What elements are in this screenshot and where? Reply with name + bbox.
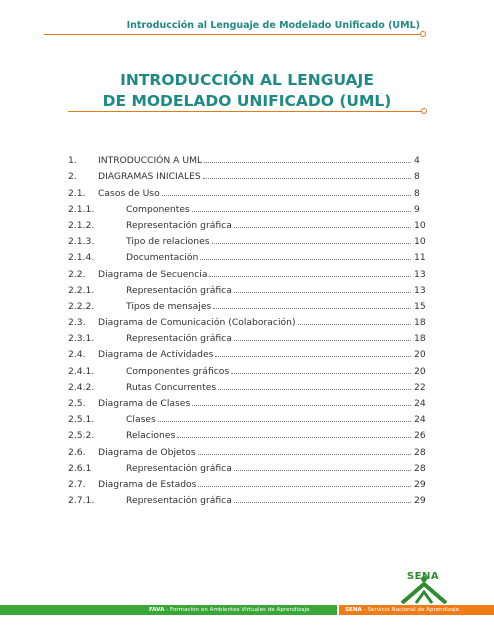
toc-entry-page: 9 [414,203,420,215]
toc-entry-number: 2.6. [68,446,86,458]
toc-entry-leader [200,259,411,260]
footer-fava-text: - Formación en Ambientes Virtuales de Aprendizaje [164,607,310,613]
toc-entry-label: Casos de Uso [98,187,160,199]
toc-entry-page: 18 [414,333,426,345]
toc-entry-leader [215,356,411,357]
toc-entry-label: Clases [126,414,156,426]
toc-entry-label: Tipo de relaciones [126,236,210,248]
toc-entry-page: 20 [414,365,426,377]
toc-entry-leader [203,178,411,179]
footer-fava-strong: FAVA [149,607,165,613]
footer-sena [339,605,494,615]
toc-entry[interactable] [68,263,430,279]
toc-entry[interactable] [68,280,430,296]
toc-entry-leader [192,211,411,212]
toc-entry[interactable] [68,150,430,166]
toc-entry-label: Representación gráfica [126,219,232,231]
table-of-contents [68,150,430,506]
toc-entry[interactable] [68,474,430,490]
toc-entry-leader [198,486,411,487]
toc-entry-label: Componentes [126,203,190,215]
toc-entry-leader [209,276,411,277]
toc-entry[interactable] [68,296,430,312]
toc-entry-label: Diagrama de Comunicación (Colaboración) [98,317,296,329]
toc-entry-label: Diagrama de Clases [98,398,191,409]
toc-entry-number: 2.2.2. [68,300,95,312]
toc-entry-page: 18 [414,317,426,329]
toc-entry[interactable] [68,166,430,182]
toc-entry-number: 2.1.1. [68,203,95,215]
toc-entry[interactable] [68,377,430,393]
toc-entry[interactable] [68,409,430,425]
footer-sena-text: - Servicio Nacional de Aprendizaje [361,607,460,613]
toc-entry-number: 2.3. [68,317,86,329]
toc-entry-page: 10 [414,219,426,231]
toc-entry-leader [198,454,411,455]
toc-entry-number: 2.5.1. [68,414,95,426]
toc-entry-number: 2.7.1. [68,495,95,507]
toc-entry-label: Diagrama de Objetos [98,446,196,458]
toc-entry[interactable] [68,360,430,376]
toc-entry-number: 2.2. [68,268,86,280]
toc-entry-page: 20 [414,349,426,361]
toc-entry-number: 2.4. [68,349,86,361]
toc-entry-number: 2.1.3. [68,236,95,248]
toc-entry-number: 2.5.2. [68,430,95,442]
toc-entry-leader [162,195,411,196]
toc-entry-number: 2.1. [68,187,86,199]
toc-entry-number: 2.7. [68,478,86,490]
toc-entry-label: Representación gráfica [126,462,232,474]
toc-entry[interactable] [68,215,430,231]
footer-sena-strong: SENA [345,607,362,613]
toc-entry-number: 2.3.1. [68,333,95,345]
title-rule [68,111,423,112]
toc-entry-label: Tipos de mensajes [126,300,212,312]
toc-entry-label: Relaciones [126,430,176,442]
toc-entry-page: 11 [414,252,426,264]
toc-entry-page: 28 [414,446,426,458]
toc-entry-leader [204,162,411,163]
document-title-line-1: INTRODUCCIÓN AL LENGUAJE [120,71,374,89]
toc-entry-leader [218,389,411,390]
toc-entry-page: 4 [414,155,420,167]
toc-entry-leader [192,405,411,406]
toc-entry[interactable] [68,199,430,215]
toc-entry-label: Componentes gráficos [126,365,230,377]
toc-entry-label: INTRODUCCIÓN A UML [98,155,203,167]
toc-entry-number: 2.4.1. [68,365,95,377]
toc-entry[interactable] [68,312,430,328]
toc-entry-label: Representación gráfica [126,333,232,345]
toc-entry[interactable] [68,458,430,474]
toc-entry-number: 2.2.1. [68,284,95,296]
toc-entry-leader [234,340,411,341]
toc-entry[interactable] [68,393,430,409]
toc-entry-page: 8 [414,171,420,183]
toc-entry-number: 2.4.2. [68,381,95,393]
title-rule-dot [421,108,427,114]
toc-entry[interactable] [68,344,430,360]
footer-bar [0,605,494,615]
toc-entry-label: DIAGRAMAS INICIALES [98,171,201,183]
toc-entry-label: Diagrama de Estados [98,478,197,490]
toc-entry-number: 2.1.4. [68,252,95,264]
footer-fava [0,605,337,615]
toc-entry-label: Diagrama de Secuencia [98,268,208,280]
toc-entry-page: 13 [414,284,426,296]
toc-entry-leader [234,227,411,228]
toc-entry[interactable] [68,247,430,263]
toc-entry-page: 29 [414,495,426,507]
toc-entry-leader [212,243,411,244]
document-title [0,70,494,112]
toc-entry-leader [234,470,411,471]
toc-entry[interactable] [68,182,430,198]
toc-entry-number: 2.5. [68,398,86,409]
toc-entry-page: 22 [414,381,426,393]
toc-entry-label: Diagrama de Actividades [98,349,214,361]
toc-entry-leader [177,437,411,438]
toc-entry-page: 26 [414,430,426,442]
sena-logo-text: SENA [406,571,440,582]
document-title-line-2: DE MODELADO UNIFICADO (UML) [102,92,392,110]
running-header: Introducción al Lenguaje de Modelado Unificado (UML) [126,20,420,31]
toc-entry-leader [231,373,411,374]
toc-entry-page: 15 [414,300,426,312]
toc-entry-number: 1. [68,155,77,167]
toc-entry-label: Rutas Concurrentes [126,381,217,393]
toc-entry-page: 8 [414,187,420,199]
toc-entry-leader [298,324,411,325]
toc-entry-number: 2. [68,171,77,183]
toc-entry-leader [213,308,411,309]
toc-entry-page: 29 [414,478,426,490]
toc-entry-leader [234,502,411,503]
toc-entry-page: 24 [414,398,426,409]
toc-entry-label: Documentación [126,252,199,264]
toc-entry-number: 2.6.1 [68,462,92,474]
toc-entry-page: 10 [414,236,426,248]
header-rule-dot [420,31,426,37]
toc-entry-page: 28 [414,462,426,474]
toc-entry[interactable] [68,490,430,506]
toc-entry[interactable] [68,441,430,457]
toc-entry-page: 24 [414,414,426,426]
toc-entry[interactable] [68,425,430,441]
header-rule [44,34,422,35]
toc-entry-page: 13 [414,268,426,280]
toc-entry-leader [158,421,411,422]
toc-entry-label: Representación gráfica [126,495,232,507]
toc-entry[interactable] [68,328,430,344]
toc-entry[interactable] [68,231,430,247]
toc-entry-leader [234,292,411,293]
toc-entry-label: Representación gráfica [126,284,232,296]
toc-entry-number: 2.1.2. [68,219,95,231]
